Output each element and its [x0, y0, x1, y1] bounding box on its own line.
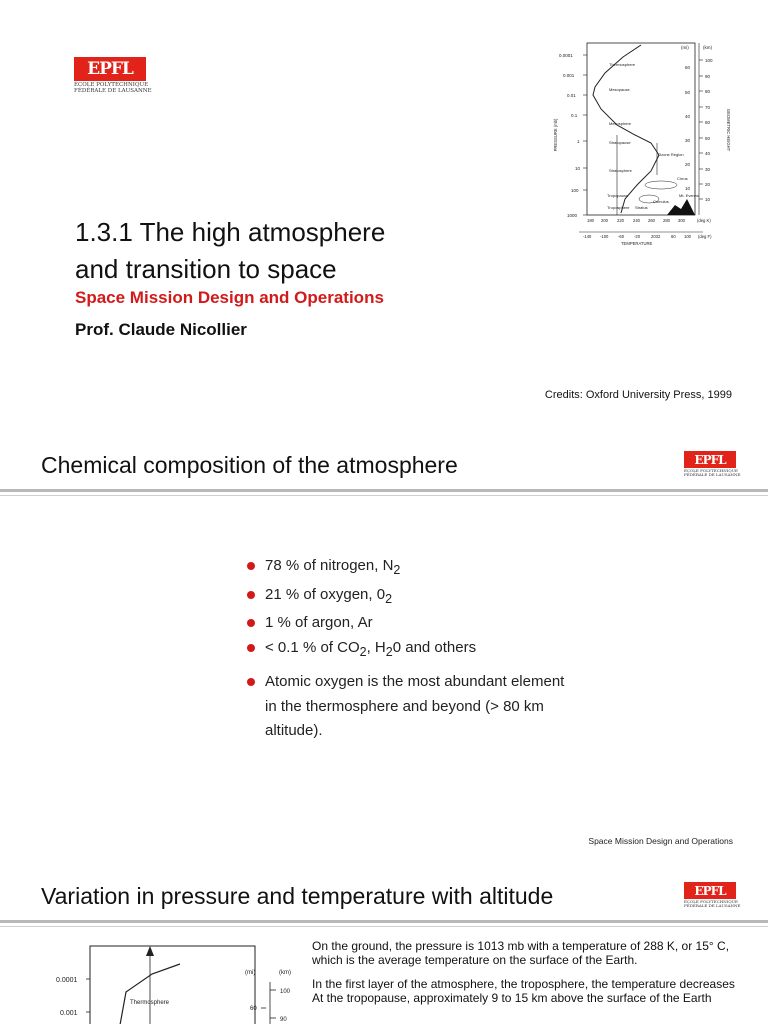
- pressure-tick-1: 0.001: [60, 1010, 78, 1017]
- epfl-logo-line2: FÉDÉRALE DE LAUSANNE: [684, 472, 741, 478]
- km-tick-5: 50: [705, 136, 711, 141]
- label-cirrus: Cirrus: [677, 176, 688, 181]
- epfl-logo-line1: ÉCOLE POLYTECHNIQUE: [684, 468, 738, 473]
- km-tick-3: 70: [705, 105, 711, 110]
- bullet-text: 21 % of oxygen, 0: [265, 585, 386, 603]
- mi-tick-0: 60: [685, 65, 691, 70]
- bullet-subscript: 2: [385, 591, 393, 606]
- label-stratus: Stratus: [635, 205, 648, 210]
- slide-body-text: [312, 939, 752, 1015]
- km-tick-0: 100: [705, 58, 713, 63]
- pressure-tick-5: 10: [575, 166, 581, 171]
- figure-frame: [587, 43, 695, 215]
- temp-f-tick-3: -20: [634, 234, 641, 239]
- unit-km: (km): [279, 970, 291, 976]
- header-divider-thin: [0, 495, 768, 496]
- atmosphere-profile-figure: [553, 35, 733, 250]
- pressure-temperature-slide: [0, 860, 768, 1024]
- layer-mesosphere: Mesosphere: [609, 121, 632, 126]
- km-tick-4: 60: [705, 120, 711, 125]
- unit-mi: (mi): [681, 45, 689, 50]
- pressure-tick-7: 1000: [567, 213, 578, 218]
- layer-thermosphere: Thermosphere: [609, 62, 636, 67]
- unit-f: (deg F): [698, 234, 712, 239]
- epfl-logo: [74, 57, 152, 95]
- pressure-axis: [559, 53, 581, 218]
- epfl-logo-line1: ÉCOLE POLYTECHNIQUE: [684, 899, 738, 904]
- header-divider: [0, 920, 768, 923]
- layer-stratosphere: Stratosphere: [609, 168, 632, 173]
- layer-tropopause: Tropopause: [607, 193, 629, 198]
- paragraph-troposphere: In the first layer of the atmosphere, the troposphere, the temperature decreases: [312, 977, 735, 991]
- composition-list: [247, 554, 476, 664]
- professor-name: Prof. Claude Nicollier: [75, 320, 247, 339]
- temp-k-tick-4: 260: [648, 218, 655, 223]
- header-divider-thin: [0, 926, 768, 927]
- slide-title: Chemical composition of the atmosphere: [41, 452, 458, 478]
- slide-title: Variation in pressure and temperature with altitude: [41, 883, 554, 909]
- km-tick-0: 100: [280, 989, 291, 995]
- bullet-dot: [247, 678, 255, 686]
- temp-k-tick-3: 240: [633, 218, 640, 223]
- km-tick-6: 40: [705, 151, 711, 156]
- epfl-logo-line1: ÉCOLE POLYTECHNIQUE: [74, 82, 149, 88]
- atmosphere-profile-figure-large: [50, 936, 310, 1024]
- pressure-tick-4: 1: [577, 139, 580, 144]
- figure-frame: [90, 946, 255, 1024]
- slide-title-line1: 1.3.1 The high atmosphere: [75, 217, 386, 247]
- temp-k-tick-6: 300: [678, 218, 685, 223]
- km-tick-1: 90: [280, 1017, 287, 1023]
- temp-f-tick-5: 60: [671, 234, 676, 239]
- epfl-logo: [684, 882, 741, 909]
- label-ozone-region: Ozone Region: [658, 152, 684, 157]
- pressure-tick-0: 0.0001: [56, 977, 78, 984]
- list-item: [247, 583, 476, 612]
- slide-title: [75, 214, 455, 288]
- list-item: [247, 636, 476, 665]
- bullet-dot: [247, 644, 255, 652]
- atomic-oxygen-note: [247, 670, 565, 744]
- km-tick-9: 10: [705, 197, 711, 202]
- bullet-dot: [247, 619, 255, 627]
- pressure-tick-1: 0.001: [563, 73, 575, 78]
- paragraph-ground: On the ground, the pressure is 1013 mb with a temperature of 288 K, or 15° C, which is the average temperature on the surface of the Earth.: [312, 939, 730, 967]
- km-tick-7: 30: [705, 167, 711, 172]
- cloud-cirrus: [645, 181, 677, 189]
- pressure-tick-0: 0.0001: [559, 53, 573, 58]
- profile-arrow-head: [146, 946, 154, 956]
- altitude-axis-label: GEOMETRIC HEIGHT: [726, 108, 731, 152]
- bullet-subscript-2: 2: [385, 644, 393, 659]
- slide-footer: Space Mission Design and Operations: [588, 836, 733, 846]
- temperature-profile-line: [118, 964, 180, 1024]
- title-slide: [0, 0, 768, 420]
- paragraph-tropopause: At the tropopause, approximately 9 to 15 km above the surface of the Earth: [312, 991, 712, 1005]
- unit-km: (km): [703, 45, 712, 50]
- km-tick-marks: [699, 43, 703, 215]
- slide-title-line2: and transition to space: [75, 254, 337, 284]
- mi-tick-1: 50: [685, 90, 691, 95]
- temperature-axis-label: TEMPERATURE: [621, 241, 653, 246]
- header-divider: [0, 489, 768, 492]
- label-mt-everest: Mt. Everest: [679, 193, 700, 198]
- bullet-text-a: < 0.1 % of CO: [265, 638, 360, 656]
- bullet-subscript-1: 2: [359, 644, 367, 659]
- bullet-text-b: , H: [366, 638, 386, 656]
- label-cumulus: Cumulus: [653, 199, 669, 204]
- epfl-logo-mark: EPFL: [74, 57, 146, 81]
- bullet-subscript: 2: [393, 563, 401, 577]
- temp-f-tick-2: -60: [618, 234, 625, 239]
- temp-k-tick-1: 200: [601, 218, 608, 223]
- bullet-text: 78 % of nitrogen, N: [265, 557, 394, 574]
- temp-f-tick-6: 100: [684, 234, 691, 239]
- temp-k-tick-5: 280: [663, 218, 670, 223]
- unit-mi: (mi): [245, 970, 256, 976]
- km-tick-2: 80: [705, 89, 711, 94]
- layer-troposphere: Troposphere: [607, 205, 630, 210]
- epfl-logo-mark: EPFL: [684, 882, 736, 899]
- mi-tick-5: 10: [685, 186, 691, 191]
- layer-mesopause: Mesopause: [609, 87, 630, 92]
- layer-stratopause: Stratopause: [609, 140, 631, 145]
- note-text: Atomic oxygen is the most abundant element in the thermosphere and beyond (> 80 km altitude).: [265, 673, 565, 739]
- temp-f-tick-0: -140: [583, 234, 592, 239]
- list-item: [247, 611, 476, 636]
- pressure-tick-marks: [583, 55, 587, 215]
- km-tick-8: 20: [705, 182, 711, 187]
- temp-k-tick-0: 180: [587, 218, 594, 223]
- epfl-logo: [684, 451, 741, 478]
- mi-tick-2: 40: [685, 114, 691, 119]
- bullet-text-c: 0 and others: [392, 638, 477, 656]
- list-item: [247, 554, 476, 583]
- pressure-tick-2: 0.01: [567, 93, 576, 98]
- pressure-tick-6: 100: [571, 188, 579, 193]
- mountain-shape: [667, 199, 695, 215]
- mi-tick-0: 60: [250, 1006, 257, 1012]
- bullet-text: 1 % of argon, Ar: [265, 614, 373, 631]
- unit-k: (deg K): [697, 218, 711, 223]
- epfl-logo-mark: EPFL: [684, 451, 736, 468]
- credits-text: Credits: Oxford University Press, 1999: [544, 389, 732, 401]
- epfl-logo-line2: FÉDÉRALE DE LAUSANNE: [684, 903, 741, 909]
- km-tick-1: 90: [705, 74, 711, 79]
- pressure-axis-label: PRESSURE (mb): [553, 118, 558, 152]
- course-name: Space Mission Design and Operations: [75, 288, 384, 307]
- composition-slide: [0, 420, 768, 860]
- mi-tick-3: 30: [685, 138, 691, 143]
- bullet-dot: [247, 562, 255, 570]
- pressure-tick-3: 0.1: [571, 113, 578, 118]
- layer-thermosphere: Thermosphere: [130, 1000, 170, 1006]
- temp-f-tick-4: 2032: [651, 234, 661, 239]
- temp-k-tick-2: 220: [617, 218, 624, 223]
- epfl-logo-line2: FÉDÉRALE DE LAUSANNE: [74, 87, 152, 94]
- bullet-dot: [247, 591, 255, 599]
- mi-tick-4: 20: [685, 162, 691, 167]
- temp-f-tick-1: -100: [600, 234, 609, 239]
